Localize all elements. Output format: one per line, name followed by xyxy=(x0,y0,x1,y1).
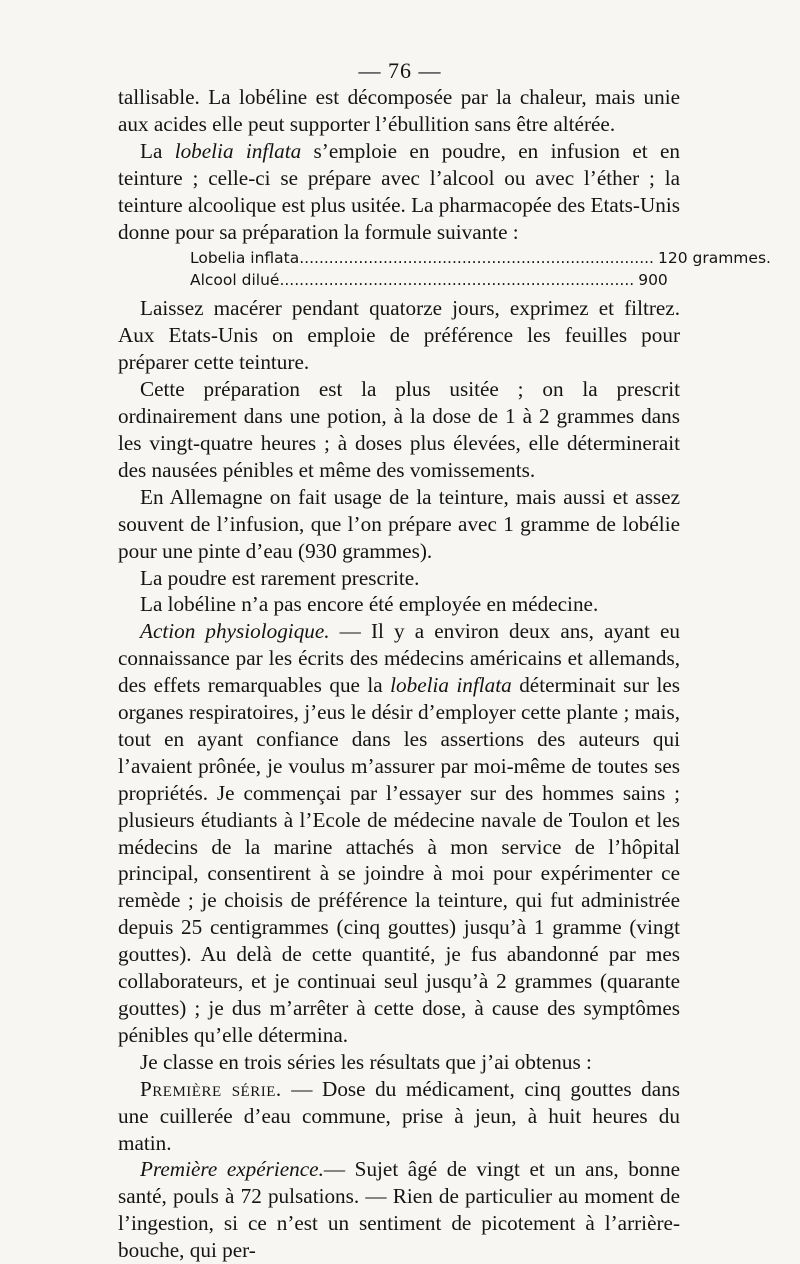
paragraph: En Allemagne on fait usage de la teinture, mais aussi et assez souvent de l’infusion, que l’on prépare avec 1 gramme de lobélie pour une pinte d’eau (930 grammes). xyxy=(118,484,680,563)
formula-row xyxy=(190,247,771,269)
paragraph: La lobéline n’a pas encore été employée en médecine. xyxy=(140,592,599,617)
paragraph xyxy=(118,618,680,1049)
text-run: — Sujet âgé de vingt et un ans, bonne santé, pouls à 72 pulsations. — Rien de particulier au moment de l’ingestion, si ce n’est un sentiment de picotement à l’arrière-bouche, qui per- xyxy=(118,1157,680,1263)
formula-row xyxy=(190,269,668,291)
formula-ingredient: Lobelia inflata xyxy=(190,249,300,268)
paragraph: Cette préparation est la plus usitée ; on la prescrit ordinairement dans une potion, à la dose de 1 à 2 grammes dans les vingt-quatre heures ; à doses plus élevées, elle déterminerait des nausées pénibles et même des vomissements. xyxy=(118,377,680,482)
formula-ingredient: Alcool dilué xyxy=(190,271,280,290)
formula-amount: 900 xyxy=(638,271,668,290)
paragraph: La poudre est rarement prescrite. xyxy=(140,565,420,590)
formula-amount: 120 grammes. xyxy=(657,249,771,268)
leader-dots: ........................................................................ xyxy=(279,271,635,290)
italic-heading: Première expérience. xyxy=(140,1157,324,1182)
italic-heading: Action physiologique. xyxy=(140,619,330,644)
text-run: — Dose du médicament, cinq gouttes dans une cuillerée d’eau commune, prise à jeun, à huit heures du matin. xyxy=(118,1076,681,1155)
leader-dots: ........................................................................ xyxy=(299,249,654,268)
italic-text: lobelia inflata xyxy=(174,138,302,163)
text-run: La xyxy=(140,138,175,163)
paragraph: Je classe en trois séries les résultats que j’ai obtenus : xyxy=(140,1049,592,1074)
smallcaps-heading: Première série. xyxy=(140,1076,282,1101)
text-run: s’emploie en poudre, en infusion et en teinture ; celle-ci se prépare avec l’alcool ou avec l’éther ; la teinture alcoolique est plus usitée. La pharmacopée des Etats-Unis donne pour sa préparation la formule suivante : xyxy=(118,138,680,244)
paragraph xyxy=(118,1156,680,1264)
paragraph: Laissez macérer pendant quatorze jours, exprimez et filtrez. Aux Etats-Unis on emploie de préférence les feuilles pour préparer cette teinture. xyxy=(118,296,680,375)
formula-table xyxy=(190,247,771,291)
page-body xyxy=(118,84,771,1264)
paragraph xyxy=(118,138,680,246)
paragraph xyxy=(118,1076,680,1157)
text-run: — Il y a environ deux ans, ayant eu connaissance par les écrits des médecins américains et allemands, des effets remarquables que la xyxy=(118,619,680,698)
page-number: — 76 — xyxy=(358,58,442,83)
text-run: déterminait sur les organes respiratoires, j’eus le désir d’employer cette plante ; mais, tout en ayant confiance dans les assertions des auteurs qui l’avaient prônée, je voulus m’assurer par moi-même de toutes ses propriétés. Je commençai par l’essayer sur des hommes sains ; plusieurs étudiants à l’Ecole de médecine navale de Toulon et les médecins de la marine attachés à mon service de l’hôpital principal, consentirent à se joindre à moi pour expérimenter ce remède ; je choisis de préférence la teinture, qui fut administrée depuis 25 centigrammes (cinq gouttes) jusqu’à 1 gramme (vingt gouttes). Au delà de cette quantité, je fus abandonné par mes collaborateurs, et je continuai seul jusqu’à 2 grammes (quarante gouttes) ; je dus m’arrêter à cette dose, à cause des symptômes pénibles qu’elle détermina. xyxy=(118,673,680,1047)
italic-text: lobelia inflata xyxy=(390,673,512,698)
paragraph: tallisable. La lobéline est décomposée par la chaleur, mais unie aux acides elle peut supporter l’ébullition sans être altérée. xyxy=(118,85,680,136)
